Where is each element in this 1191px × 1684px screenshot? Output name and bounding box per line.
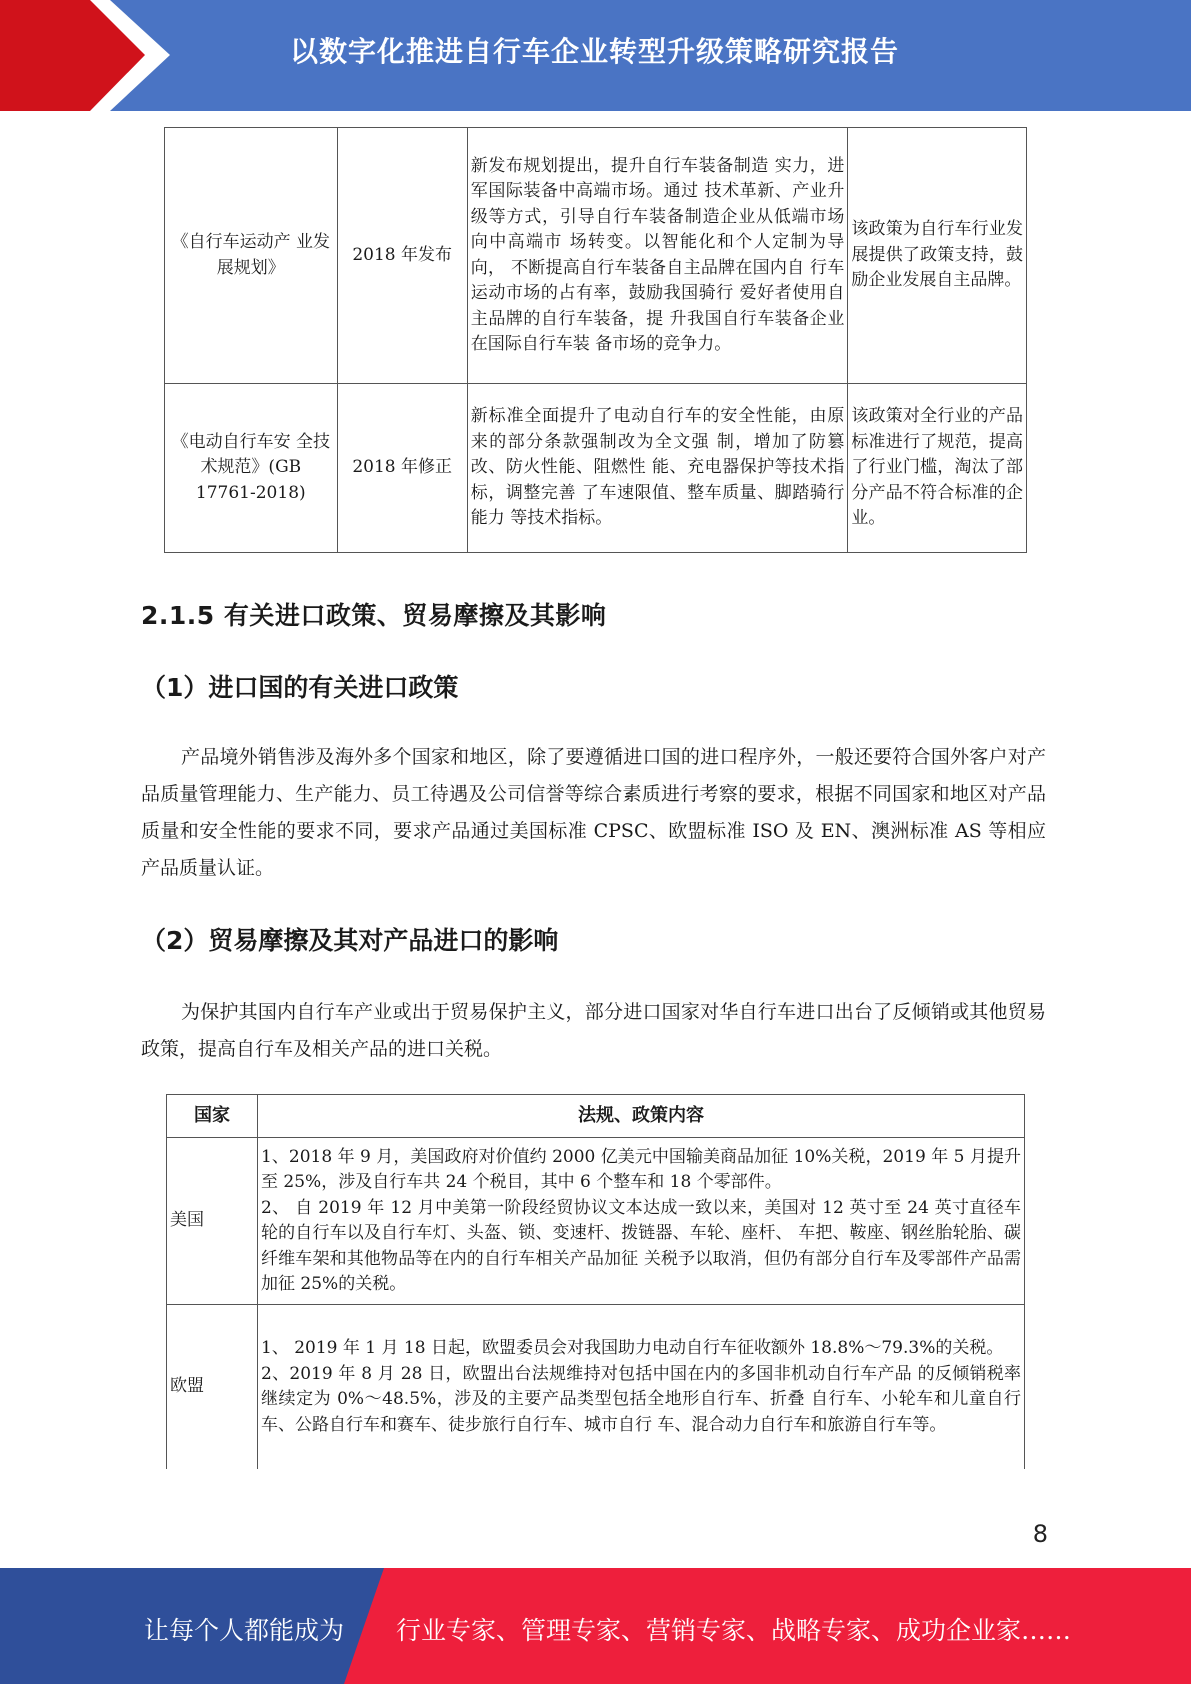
table-row	[167, 1305, 1025, 1470]
page-number: 8	[1032, 1520, 1048, 1548]
table-row	[167, 1138, 1025, 1305]
footer-slogan-right: 行业专家、管理专家、营销专家、战略专家、成功企业家……	[396, 1616, 1072, 1645]
policy-name-cell: 《电动自行车安 全技术规范》(GB 17761-2018)	[165, 384, 338, 553]
regulation-item: 1、2018 年 9 月，美国政府对价值约 2000 亿美元中国输美商品加征 10%关税，2019 年 5 月提升至 25%，涉及自行车共 24 个税目，其中 6 个整车和 18 个零部件。	[261, 1146, 1021, 1192]
subsection-heading-trade-friction: （2）贸易摩擦及其对产品进口的影响	[141, 926, 559, 955]
footer-slogan-left: 让每个人都能成为	[144, 1616, 345, 1645]
paragraph-trade-friction: 为保护其国内自行车产业或出于贸易保护主义，部分进口国家对华自行车进口出台了反倾销或其他贸易政策，提高自行车及相关产品的进口关税。	[141, 1001, 1046, 1060]
regulation-item: 1、 2019 年 1 月 18 日起，欧盟委员会对我国助力电动自行车征收额外 18.8%～79.3%的关税。	[261, 1338, 1004, 1358]
regulation-item: 2、2019 年 8 月 28 日，欧盟出台法规维持对包括中国在内的多国非机动自行车产品 的反倾销税率继续定为 0%～48.5%，涉及的主要产品类型包括全地形自行车、折叠 自行车、小轮车和儿童自行车、公路自行车和赛车、徒步旅行自行车、城市自行 车、混合动力自行车和旅游自行车等。	[261, 1363, 1021, 1435]
country-cell: 欧盟	[167, 1305, 258, 1470]
paragraph-import-policy: 产品境外销售涉及海外多个国家和地区，除了要遵循进口国的进口程序外，一般还要符合国外客户对产品质量管理能力、生产能力、员工待遇及公司信誉等综合素质进行考察的要求，根据不同国家和地区对产品质量和安全性能的要求不同，要求产品通过美国标准 CPSC、欧盟标准 ISO 及 EN、澳洲标准 AS 等相应产品质量认证。	[141, 746, 1046, 879]
policy-name-cell: 《自行车运动产 业发展规划》	[165, 128, 338, 384]
table-row	[165, 128, 1027, 384]
policy-content-cell: 新标准全面提升了电动自行车的安全性能，由原来的部分条款强制改为全文强 制，增加了防篡改、防火性能、阻燃性 能、充电器保护等技术指标，调整完善 了车速限值、整车质量、脚踏骑行能力 等技术指标。	[467, 384, 848, 553]
policy-impact-cell: 该政策对全行业的产品标准进行了规范，提高了行业门槛，淘汰了部分产品不符合标准的企业。	[848, 384, 1027, 553]
country-cell: 美国	[167, 1138, 258, 1305]
page-header	[0, 0, 1191, 111]
regulation-cell	[258, 1138, 1025, 1305]
policy-time-cell: 2018 年发布	[337, 128, 467, 384]
header-title: 以数字化推进自行车企业转型升级策略研究报告	[290, 35, 900, 68]
column-header-country: 国家	[167, 1095, 258, 1138]
policy-impact-cell: 该政策为自行车行业发展提供了政策支持，鼓励企业发展自主品牌。	[848, 128, 1027, 384]
policy-table	[164, 127, 1027, 553]
regulation-item: 2、 自 2019 年 12 月中美第一阶段经贸协议文本达成一致以来，美国对 12 英寸至 24 英寸直径车轮的自行车以及自行车灯、头盔、锁、变速杆、拨链器、车轮、座杆、 车把、鞍座、钢丝胎轮胎、碳纤维车架和其他物品等在内的自行车相关产品加征 关税予以取消，但仍有部分自行车及零部件产品需加征 25%的关税。	[261, 1197, 1021, 1294]
subsection-heading-import-policy: （1）进口国的有关进口政策	[141, 673, 459, 702]
table-header-row	[167, 1095, 1025, 1138]
table-row	[165, 384, 1027, 553]
policy-time-cell: 2018 年修正	[337, 384, 467, 553]
policy-content-cell: 新发布规划提出，提升自行车装备制造 实力，进军国际装备中高端市场。通过 技术革新、产业升级等方式，引导自行车装备制造企业从低端市场向中高端市 场转变。以智能化和个人定制为导向， 不断提高自行车装备自主品牌在国内自 行车运动市场的占有率，鼓励我国骑行 爱好者使用自主品牌的自行车装备，提 升我国自行车装备企业在国际自行车装 备市场的竞争力。	[467, 128, 848, 384]
regulation-cell	[258, 1305, 1025, 1470]
trade-policy-table	[166, 1094, 1025, 1469]
column-header-content: 法规、政策内容	[258, 1095, 1025, 1138]
page-footer	[0, 1568, 1191, 1684]
section-heading: 2.1.5 有关进口政策、贸易摩擦及其影响	[141, 601, 607, 630]
